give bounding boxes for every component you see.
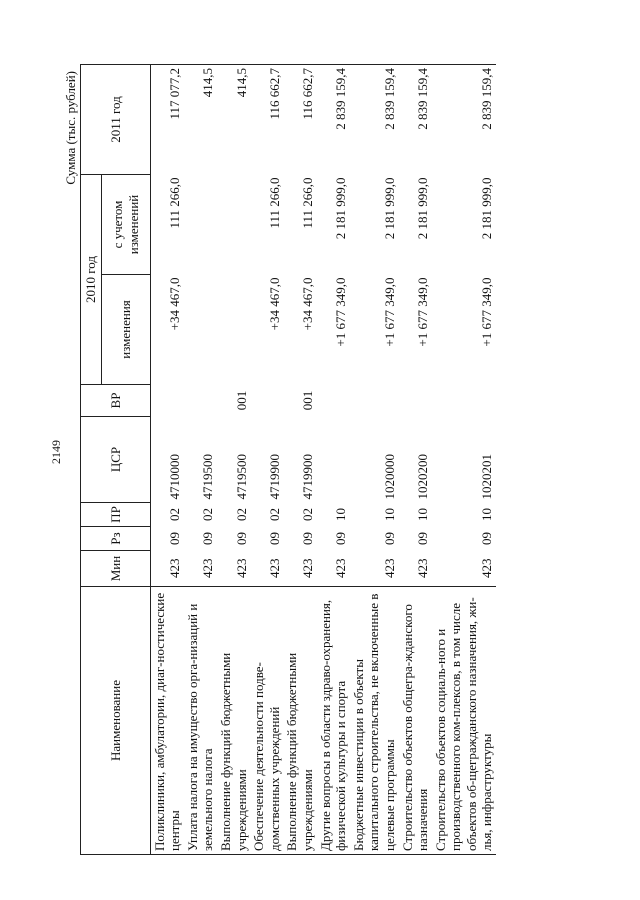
table-row	[184, 65, 217, 855]
row-changes: +1 677 349,0	[415, 277, 431, 347]
row-min: 423	[415, 558, 431, 578]
row-changes: +34 467,0	[266, 277, 282, 331]
table-row	[317, 65, 350, 855]
row-2011: 2 839 159,4	[350, 65, 399, 175]
row-with-changes: 111 266,0	[299, 177, 315, 229]
row-name: Обеспечение деятельности подве-домственных учреждений	[250, 587, 283, 855]
row-csr: 4719500	[200, 454, 216, 500]
row-with-changes: 2 181 999,0	[333, 177, 349, 240]
row-rz: 09	[233, 532, 249, 545]
row-rz: 09	[381, 532, 397, 545]
table-row	[283, 65, 316, 855]
row-pr: 10	[381, 508, 397, 521]
row-2011: 414,5	[217, 65, 250, 175]
row-changes	[184, 275, 217, 385]
row-with-changes: 2 181 999,0	[415, 177, 431, 240]
row-name: Другие вопросы в области здраво-охранения, физической культуры и спорта	[317, 587, 350, 855]
row-with-changes	[184, 175, 217, 275]
row-vr	[150, 385, 184, 417]
row-name: Поликлиники, амбулатории, диаг-ностические центры	[150, 587, 184, 855]
row-changes: +1 677 349,0	[333, 277, 349, 347]
row-rz: 09	[200, 532, 216, 545]
header-with-changes: с учетом изменений	[101, 175, 150, 275]
row-pr: 02	[167, 508, 183, 521]
row-name: Бюджетные инвестиции в объекты капитального строительства, не включенные в целевые программы	[350, 587, 399, 855]
row-name: Выполнение функций бюджетными учреждениями	[283, 587, 316, 855]
sum-caption: Сумма (тыс. рублей)	[63, 71, 78, 185]
row-csr: 1020201	[479, 454, 495, 500]
row-min: 423	[479, 558, 495, 578]
row-pr: 10	[333, 508, 349, 521]
row-min: 423	[167, 558, 183, 578]
row-pr: 02	[299, 508, 315, 521]
header-row-top	[81, 65, 102, 855]
row-csr: 4710000	[167, 454, 183, 500]
row-pr: 02	[233, 508, 249, 521]
row-rz: 09	[479, 532, 495, 545]
row-2011: 2 839 159,4	[317, 65, 350, 175]
row-vr: 001	[299, 390, 315, 411]
row-csr	[317, 417, 350, 503]
table-row	[250, 65, 283, 855]
table-row	[350, 65, 399, 855]
row-changes: +34 467,0	[167, 277, 183, 331]
row-2011: 2 839 159,4	[399, 65, 432, 175]
table-header	[81, 65, 151, 855]
row-vr	[432, 385, 496, 417]
header-vr: ВР	[81, 385, 151, 417]
row-csr: 4719500	[233, 454, 249, 500]
row-name: Выполнение функций бюджетными учреждениями	[217, 587, 250, 855]
row-csr: 1020000	[381, 454, 397, 500]
row-with-changes: 2 181 999,0	[479, 177, 495, 240]
header-rz: Рз	[81, 527, 151, 551]
row-min: 423	[333, 558, 349, 578]
row-vr: 001	[233, 390, 249, 411]
row-pr: 10	[415, 508, 431, 521]
header-changes: изменения	[101, 275, 150, 385]
row-2011: 116 662,7	[250, 65, 283, 175]
row-rz: 09	[415, 532, 431, 545]
row-2011: 2 839 159,4	[432, 65, 496, 175]
row-min: 423	[200, 558, 216, 578]
row-pr: 02	[200, 508, 216, 521]
row-csr: 1020200	[415, 454, 431, 500]
row-2011: 116 662,7	[283, 65, 316, 175]
header-name: Наименование	[81, 587, 151, 855]
header-year-2011: 2011 год	[81, 65, 151, 175]
table-row	[399, 65, 432, 855]
row-rz: 09	[299, 532, 315, 545]
row-2011: 117 077,2	[150, 65, 184, 175]
row-vr	[399, 385, 432, 417]
row-csr: 4719900	[299, 454, 315, 500]
table-row	[150, 65, 184, 855]
table-row	[217, 65, 250, 855]
row-min: 423	[266, 558, 282, 578]
row-with-changes: 111 266,0	[167, 177, 183, 229]
budget-table	[80, 64, 496, 855]
row-pr: 10	[479, 508, 495, 521]
row-rz: 09	[333, 532, 349, 545]
row-changes: +34 467,0	[299, 277, 315, 331]
row-min: 423	[299, 558, 315, 578]
row-rz: 09	[167, 532, 183, 545]
header-min: Мин	[81, 551, 151, 587]
row-changes: +1 677 349,0	[479, 277, 495, 347]
row-rz: 09	[266, 532, 282, 545]
row-vr	[250, 385, 283, 417]
row-pr: 02	[266, 508, 282, 521]
row-with-changes	[217, 175, 250, 275]
row-changes: +1 677 349,0	[381, 277, 397, 347]
rotated-content	[63, 65, 600, 855]
table-body	[150, 65, 496, 855]
row-with-changes: 111 266,0	[266, 177, 282, 229]
row-min: 423	[381, 558, 397, 578]
row-2011: 414,5	[184, 65, 217, 175]
row-vr	[350, 385, 399, 417]
row-vr	[184, 385, 217, 417]
row-vr	[317, 385, 350, 417]
row-name: Строительство объектов общегра-жданского назначения	[399, 587, 432, 855]
row-min: 423	[233, 558, 249, 578]
row-with-changes: 2 181 999,0	[381, 177, 397, 240]
row-csr: 4719900	[266, 454, 282, 500]
header-pr: ПР	[81, 503, 151, 527]
header-year-2010: 2010 год	[81, 175, 102, 385]
header-csr: ЦСР	[81, 417, 151, 503]
table-row	[432, 65, 496, 855]
page-number: 2149	[49, 440, 63, 464]
row-changes	[217, 275, 250, 385]
row-name: Строительство объектов социаль-ного и производственного ком-плексов, в том числе объектов об-щегражданского назначения, жи-лья, инфраструктуры	[432, 587, 496, 855]
row-name: Уплата налога на имущество орга-низаций и земельного налога	[184, 587, 217, 855]
